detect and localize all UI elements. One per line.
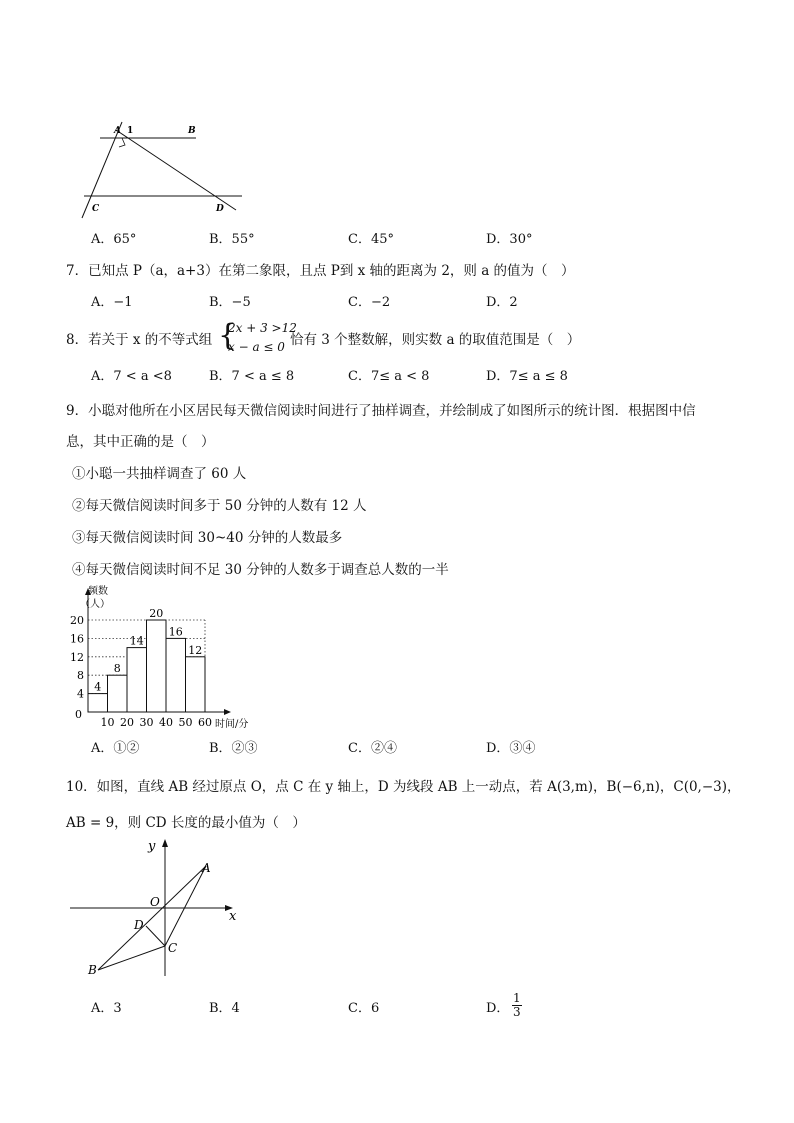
q7-option-d[interactable]: D．2 xyxy=(486,295,518,310)
q9-statement-2: ②每天微信阅读时间多于 50 分钟的人数有 12 人 xyxy=(72,498,367,514)
q8-stem-after: 恰有 3 个整数解，则实数 a 的取值范围是（ ） xyxy=(290,332,581,348)
line-ad xyxy=(116,130,236,210)
q6-option-d[interactable]: D．30° xyxy=(486,232,533,247)
label-o: O xyxy=(150,895,160,909)
label-x: x xyxy=(229,909,237,924)
q10-figure xyxy=(68,836,248,984)
y-tick-label: 12 xyxy=(70,650,84,664)
bar-value-label: 4 xyxy=(94,680,102,694)
fraction-numerator: 1 xyxy=(513,991,521,1005)
bar-value-label: 16 xyxy=(168,625,183,639)
q6-option-a[interactable]: A．65° xyxy=(91,232,137,247)
line-ac xyxy=(82,122,122,218)
q9-option-b[interactable]: B．②③ xyxy=(209,741,258,756)
x-axis-label: 时间/分 xyxy=(215,719,249,730)
q10-stem-line2: AB = 9，则 CD 长度的最小值为（ ） xyxy=(66,815,306,831)
histogram-bar xyxy=(147,620,167,712)
histogram-bar xyxy=(88,694,108,712)
q10-option-d-fraction[interactable] xyxy=(512,992,522,1019)
q7-option-c[interactable]: C．−2 xyxy=(348,295,391,310)
segment-bc xyxy=(98,946,165,970)
bar-value-label: 14 xyxy=(129,634,144,648)
q6-option-b[interactable]: B．55° xyxy=(209,232,255,247)
histogram-bar xyxy=(186,657,206,712)
q10-stem-line1: 10．如图，直线 AB 经过原点 O，点 C 在 y 轴上，D 为线段 AB 上一动点，若 A(3,m)，B(−6,n)，C(0,−3)， xyxy=(66,779,741,795)
q9-stem-line2: 息，其中正确的是（ ） xyxy=(66,434,215,450)
q9-option-a[interactable]: A．①② xyxy=(91,741,140,756)
q7-option-a[interactable]: A．−1 xyxy=(91,295,133,310)
q8-inequality-2: x − a ≤ 0 xyxy=(228,340,285,354)
q7-option-b[interactable]: B．−5 xyxy=(209,295,251,310)
label-d: D xyxy=(134,918,144,932)
q9-statement-4: ④每天微信阅读时间不足 30 分钟的人数多于调查总人数的一半 xyxy=(72,562,449,578)
x-tick-label: 20 xyxy=(120,716,134,729)
bar-value-label: 12 xyxy=(188,643,203,657)
fraction-denominator: 3 xyxy=(513,1005,521,1019)
segment-ab xyxy=(98,866,206,970)
q10-option-b[interactable]: B．4 xyxy=(209,1001,240,1016)
q8-stem-before: 8．若关于 x 的不等式组 xyxy=(66,332,213,348)
x-tick-label: 30 xyxy=(139,716,154,729)
x-tick-label: 10 xyxy=(100,716,115,729)
bar-value-label: 20 xyxy=(149,607,164,620)
label-1: 1 xyxy=(127,126,134,136)
q8-option-c[interactable]: C．7≤ a < 8 xyxy=(348,369,430,384)
label-c: C xyxy=(92,204,100,214)
x-tick-label: 50 xyxy=(178,716,193,729)
q9-statement-3: ③每天微信阅读时间 30~40 分钟的人数最多 xyxy=(72,530,343,546)
q8-option-d[interactable]: D．7≤ a ≤ 8 xyxy=(486,369,568,384)
label-y: y xyxy=(148,839,156,854)
label-a: A xyxy=(202,861,211,875)
y-tick-label: 8 xyxy=(77,669,84,683)
label-b: B xyxy=(88,963,97,977)
y-tick-label: 16 xyxy=(70,632,84,646)
q9-histogram xyxy=(64,583,264,733)
q9-option-c[interactable]: C．②④ xyxy=(348,741,397,756)
histogram-bar xyxy=(108,675,128,712)
q10-option-d[interactable]: D． xyxy=(486,1001,510,1016)
q6-option-c[interactable]: C．45° xyxy=(348,232,394,247)
q8-brace: { xyxy=(218,318,238,353)
y-tick-label: 4 xyxy=(77,687,84,701)
segment-ac xyxy=(165,866,206,946)
x-tick-label: 40 xyxy=(159,716,173,729)
x-arrow-icon xyxy=(224,709,231,715)
bar-value-label: 8 xyxy=(113,662,121,676)
histogram-bar xyxy=(166,638,186,712)
q10-option-a[interactable]: A．3 xyxy=(91,1001,122,1016)
label-d: D xyxy=(216,204,224,214)
right-angle-mark xyxy=(119,138,125,147)
histogram-bar xyxy=(127,648,147,712)
y-arrow-icon xyxy=(162,839,168,847)
label-c: C xyxy=(168,941,178,955)
q10-option-c[interactable]: C．6 xyxy=(348,1001,380,1016)
x-tick-label: 60 xyxy=(198,716,212,729)
y-tick-label: 20 xyxy=(70,614,84,627)
q6-figure xyxy=(76,118,246,222)
q9-stem-line1: 9．小聪对他所在小区居民每天微信阅读时间进行了抽样调查，并绘制成了如图所示的统计图．根据图中信 xyxy=(66,403,696,419)
q8-option-a[interactable]: A．7 < a <8 xyxy=(91,369,172,384)
q8-option-b[interactable]: B．7 < a ≤ 8 xyxy=(209,369,295,384)
label-b: B xyxy=(188,126,196,136)
q9-option-d[interactable]: D．③④ xyxy=(486,741,536,756)
segment-dc xyxy=(146,926,165,946)
q9-statement-1: ①小聪一共抽样调查了 60 人 xyxy=(72,466,247,482)
y-axis-label: 频数 xyxy=(88,586,108,597)
y-axis-label-unit: （人） xyxy=(80,599,110,610)
q7-stem: 7．已知点 P（a，a+3）在第二象限，且点 P到 x 轴的距离为 2，则 a 的值为（ ） xyxy=(66,263,575,279)
q8-inequality-1: 2x + 3 >12 xyxy=(228,321,297,335)
label-a: A xyxy=(114,126,121,136)
x-tick-label: 0 xyxy=(75,708,82,721)
